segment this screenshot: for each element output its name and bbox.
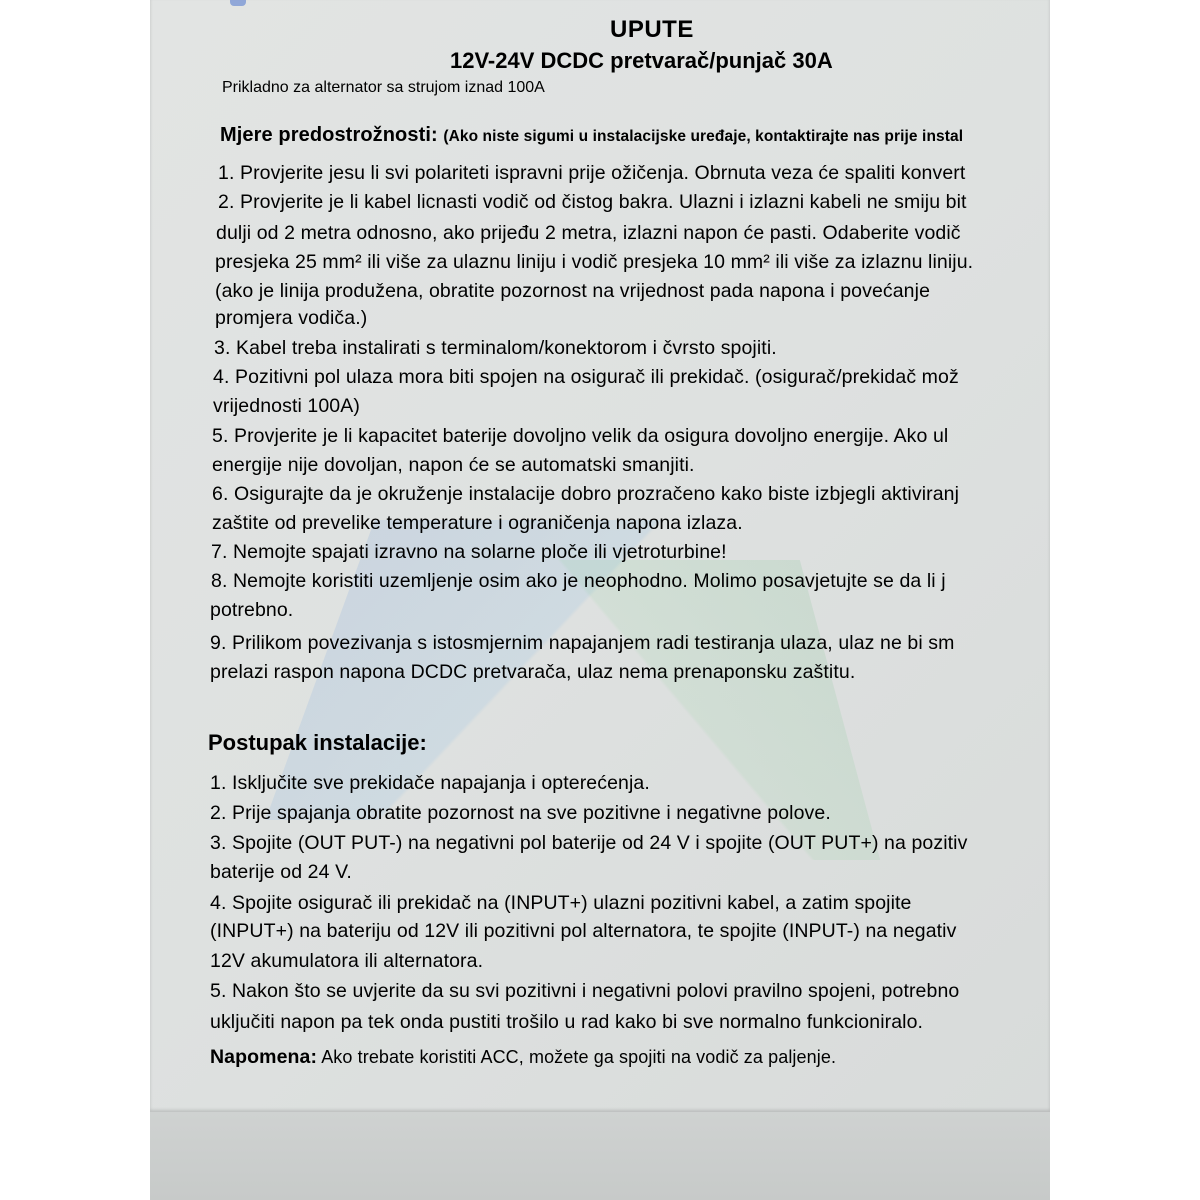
- precaution-line-6: promjera vodiča.): [215, 307, 368, 329]
- precaution-line-15: 8. Nemojte koristiti uzemljenje osim ako je neophodno. Molimo posavjetujte se da li j: [211, 570, 946, 592]
- intro-text: Prikladno za alternator sa strujom iznad 100A: [222, 79, 545, 96]
- precaution-line-18: prelazi raspon napona DCDC pretvarača, ulaz nema prenaponsku zaštitu.: [210, 661, 856, 683]
- precautions-heading-line: [220, 124, 963, 147]
- installation-line-8: 5. Nakon što se uvjerite da su svi pozitivni i negativni polovi pravilno spojeni, potrebno: [210, 980, 960, 1002]
- installation-line-3: 3. Spojite (OUT PUT-) na negativni pol baterije od 24 V i spojite (OUT PUT+) na pozitiv: [210, 832, 968, 854]
- installation-heading: Postupak instalacije:: [208, 730, 427, 755]
- precaution-line-12: 6. Osigurajte da je okruženje instalacije dobro prozračeno kako biste izbjegli aktiviranj: [212, 483, 960, 505]
- installation-line-6: (INPUT+) na bateriju od 12V ili pozitivni pol alternatora, te spojite (INPUT-) na negativ: [210, 920, 957, 942]
- document-title: UPUTE: [610, 16, 694, 43]
- precaution-line-1: 1. Provjerite jesu li svi polariteti ispravni prije ožičenja. Obrnuta veza će spaliti konvert: [218, 162, 966, 184]
- precaution-line-17: 9. Prilikom povezivanja s istosmjernim napajanjem radi testiranja ulaza, ulaz ne bi sm: [210, 632, 955, 654]
- installation-line-1: 1. Isključite sve prekidače napajanja i opterećenja.: [210, 772, 650, 794]
- precaution-line-8: 4. Pozitivni pol ulaza mora biti spojen na osigurač ili prekidač. (osigurač/prekidač mož: [213, 366, 959, 388]
- precaution-line-2: 2. Provjerite je li kabel licnasti vodič od čistog bakra. Ulazni i izlazni kabeli ne smiju bit: [218, 191, 967, 213]
- precaution-line-7: 3. Kabel treba instalirati s terminalom/konektorom i čvrsto spojiti.: [214, 337, 777, 359]
- precaution-line-9: vrijednosti 100A): [213, 395, 360, 417]
- precaution-line-3: dulji od 2 metra odnosno, ako prijeđu 2 metra, izlazni napon će pasti. Odaberite vodič: [216, 222, 961, 244]
- document-photo: [150, 0, 1050, 1200]
- document-subtitle: 12V-24V DCDC pretvarač/punjač 30A: [450, 48, 833, 73]
- installation-line-9: uključiti napon pa tek onda pustiti trošilo u rad kako bi sve normalno funkcioniralo.: [210, 1011, 924, 1033]
- precaution-line-11: energije nije dovoljan, napon će se automatski smanjiti.: [212, 454, 695, 476]
- precaution-line-5: (ako je linija produžena, obratite pozornost na vrijednost pada napona i povećanje: [215, 280, 931, 302]
- installation-line-5: 4. Spojite osigurač ili prekidač na (INPUT+) ulazni pozitivni kabel, a zatim spojite: [210, 892, 912, 914]
- precautions-heading-note: (Ako niste sigumi u instalacijske uređaje, kontaktirajte nas prije instal: [443, 128, 964, 145]
- table-surface: [150, 1112, 1050, 1200]
- precaution-line-10: 5. Provjerite je li kapacitet baterije dovoljno velik da osigura dovoljno energije. Ako ul: [212, 425, 949, 447]
- precaution-line-16: potrebno.: [210, 599, 294, 621]
- note-line: [210, 1046, 836, 1069]
- precaution-line-14: 7. Nemojte spajati izravno na solarne ploče ili vjetroturbine!: [211, 541, 727, 563]
- note-label: Napomena:: [210, 1046, 318, 1068]
- note-text: Ako trebate koristiti ACC, možete ga spojiti na vodič za paljenje.: [317, 1047, 837, 1067]
- precaution-line-4: presjeka 25 mm² ili više za ulaznu liniju i vodič presjeka 10 mm² ili više za izlaznu liniju.: [215, 251, 974, 273]
- corner-logo-fragment: [230, 0, 246, 6]
- precaution-line-13: zaštite od prevelike temperature i ograničenja napona izlaza.: [212, 512, 743, 534]
- installation-line-4: baterije od 24 V.: [210, 861, 352, 883]
- installation-line-7: 12V akumulatora ili alternatora.: [210, 950, 484, 972]
- installation-line-2: 2. Prije spajanja obratite pozornost na sve pozitivne i negativne polove.: [210, 802, 831, 824]
- precautions-heading: Mjere predostrožnosti:: [220, 124, 438, 146]
